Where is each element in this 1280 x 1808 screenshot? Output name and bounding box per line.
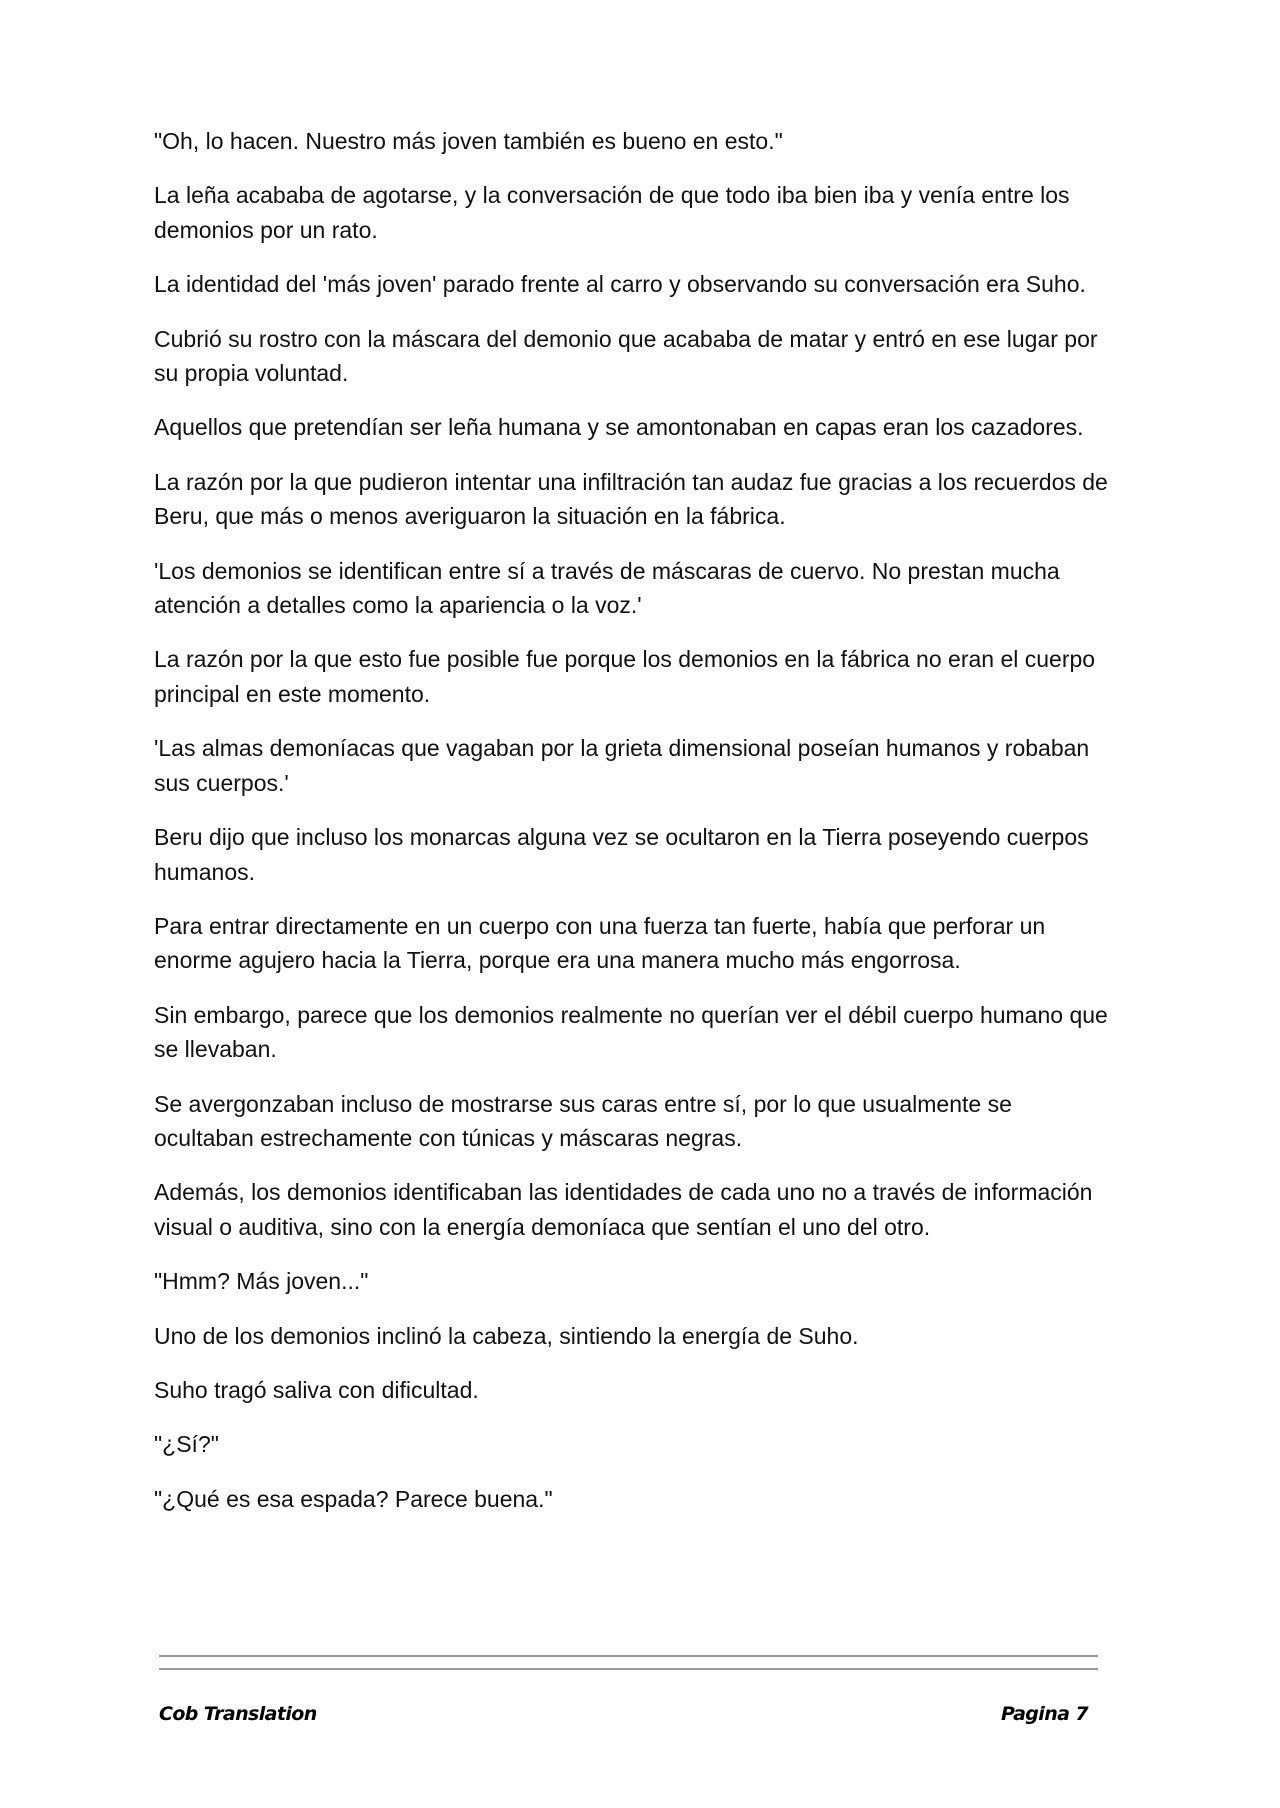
paragraph: Para entrar directamente en un cuerpo con una fuerza tan fuerte, había que perforar un enorme agujero hacia la Tierra, porque era una manera mucho más engorrosa. xyxy=(154,912,1046,974)
footer-translator-credit: Cob Translation xyxy=(159,1703,317,1725)
paragraph: Beru dijo que incluso los monarcas alguna vez se ocultaron en la Tierra poseyendo cuerpos humanos. xyxy=(154,824,1089,885)
paragraph: "Oh, lo hacen. Nuestro más joven también es bueno en esto." xyxy=(154,128,783,154)
paragraph: "Hmm? Más joven..." xyxy=(154,1268,369,1295)
page-body xyxy=(154,124,1114,1536)
paragraph: Suho tragó saliva con dificultad. xyxy=(154,1376,479,1403)
paragraph: La leña acababa de agotarse, y la conversación de que todo iba bien iba y venía entre los demonios por un rato. xyxy=(154,182,1070,243)
paragraph: "¿Sí?" xyxy=(154,1431,219,1458)
paragraph: Se avergonzaban incluso de mostrarse sus caras entre sí, por lo que usualmente se ocultaban estrechamente con túnicas y máscaras negras. xyxy=(154,1090,1012,1151)
paragraph: La razón por la que pudieron intentar una infiltración tan audaz fue gracias a los recuerdos de Beru, que más o menos averiguaron la situación en la fábrica. xyxy=(154,468,1108,530)
footer-rule-bottom xyxy=(159,1668,1098,1670)
paragraph: Sin embargo, parece que los demonios realmente no querían ver el débil cuerpo humano que se llevaban. xyxy=(154,1001,1108,1063)
paragraph: Aquellos que pretendían ser leña humana y se amontonaban en capas eran los cazadores. xyxy=(154,414,1084,441)
footer-page-number: Pagina 7 xyxy=(1000,1703,1088,1725)
paragraph: Uno de los demonios inclinó la cabeza, sintiendo la energía de Suho. xyxy=(154,1322,859,1349)
paragraph: Cubrió su rostro con la máscara del demonio que acababa de matar y entró en ese lugar por su propia voluntad. xyxy=(154,325,1098,387)
footer-rule-top xyxy=(159,1655,1098,1657)
paragraph: 'Las almas demoníacas que vagaban por la grieta dimensional poseían humanos y robaban sus cuerpos.' xyxy=(154,735,1090,796)
paragraph: La razón por la que esto fue posible fue porque los demonios en la fábrica no eran el cuerpo principal en este momento. xyxy=(154,646,1096,707)
paragraph: 'Los demonios se identifican entre sí a través de máscaras de cuervo. No prestan mucha atención a detalles como la apariencia o la voz.' xyxy=(154,557,1060,619)
paragraph: "¿Qué es esa espada? Parece buena." xyxy=(154,1485,553,1512)
paragraph: La identidad del 'más joven' parado frente al carro y observando su conversación era Suho. xyxy=(154,271,1086,298)
paragraph: Además, los demonios identificaban las identidades de cada uno no a través de información visual o auditiva, sino con la energía demoníaca que sentían el uno del otro. xyxy=(154,1179,1093,1240)
